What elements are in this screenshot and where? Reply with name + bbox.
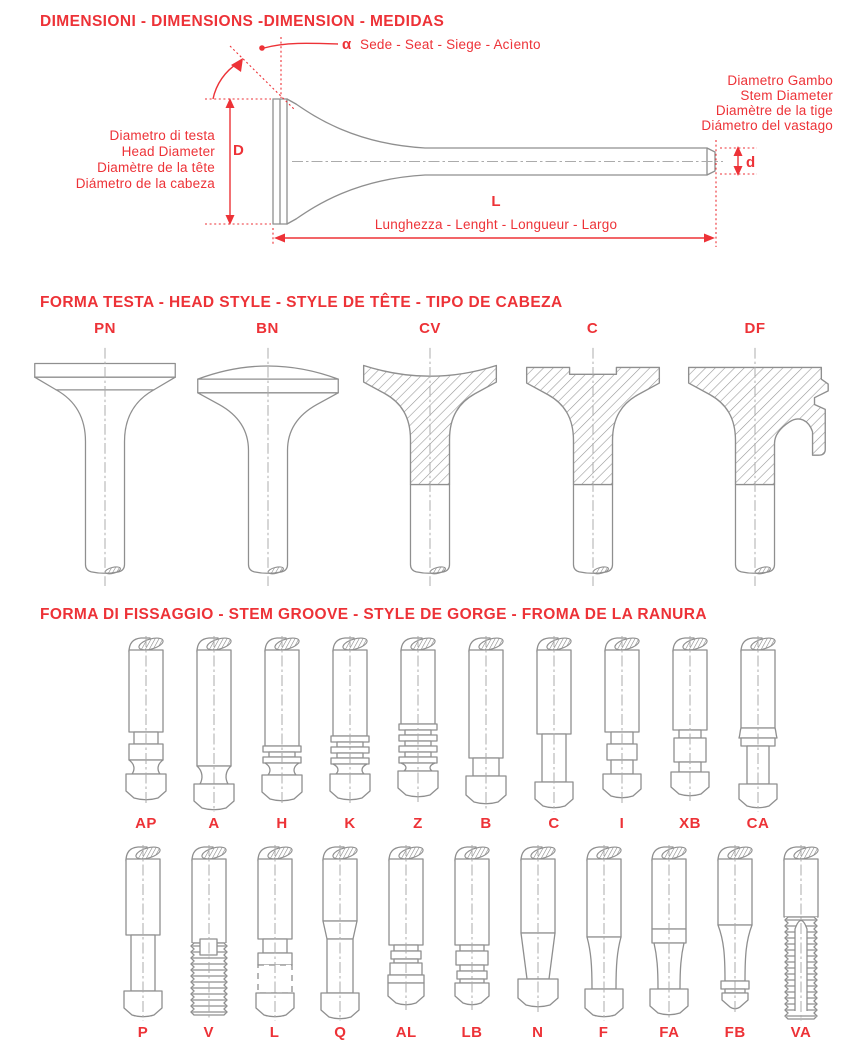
head-style-figure — [27, 320, 183, 590]
stem-groove-label: C — [548, 815, 560, 832]
length-symbol: L — [491, 193, 501, 210]
stem-groove-drawing — [308, 843, 372, 1023]
stem-groove-label: FB — [724, 1024, 746, 1041]
seat-label: Sede - Seat - Siege - Acìento — [360, 37, 541, 52]
stem-groove-figure — [522, 634, 586, 833]
head-style-drawing — [25, 340, 185, 590]
stem-groove-figure — [658, 634, 722, 833]
head-style-drawing — [513, 340, 673, 590]
stem-diameter-line: Diámetro del vastago — [701, 118, 833, 133]
stem-groove-figure — [703, 843, 767, 1042]
stem-groove-label: F — [598, 1024, 609, 1041]
head-style-label: PN — [94, 320, 116, 337]
stem-diameter-line: Diametro Gambo — [727, 73, 833, 88]
stem-groove-drawing — [114, 634, 178, 814]
head-style-figure — [352, 320, 508, 590]
stem-groove-figure — [114, 634, 178, 833]
stem-groove-label: AP — [135, 815, 157, 832]
head-diameter-line: Diámetro de la cabeza — [75, 176, 215, 191]
stem-groove-figure — [454, 634, 518, 833]
stem-diameter-line: Diamètre de la tige — [715, 103, 833, 118]
stem-groove-label: Q — [334, 1024, 347, 1041]
stem-groove-drawing — [590, 634, 654, 814]
stem-groove-label: A — [208, 815, 220, 832]
stem-groove-label: L — [269, 1024, 280, 1041]
stem-groove-label: Z — [413, 815, 423, 832]
stem-groove-drawing — [243, 843, 307, 1023]
head-style-drawing — [350, 340, 510, 590]
stem-groove-label: LB — [461, 1024, 483, 1041]
stem-groove-label: VA — [790, 1024, 812, 1041]
stem-groove-figure — [374, 843, 438, 1042]
head-style-label: CV — [419, 320, 441, 337]
head-style-row — [27, 320, 833, 590]
head-style-figure — [515, 320, 671, 590]
stem-groove-label: V — [203, 1024, 215, 1041]
stem-groove-figure — [637, 843, 701, 1042]
head-style-section-title: FORMA TESTA - HEAD STYLE - STYLE DE TÊTE - TIPO DE CABEZA — [40, 294, 563, 311]
head-style-label: C — [586, 320, 599, 337]
stem-groove-drawing — [111, 843, 175, 1023]
stem-groove-drawing — [374, 843, 438, 1023]
stem-groove-drawing — [703, 843, 767, 1023]
stem-groove-row-2 — [111, 843, 833, 1042]
head-style-drawing — [188, 340, 348, 590]
head-style-figure — [677, 320, 833, 590]
stem-groove-drawing — [506, 843, 570, 1023]
dimension-diagram — [0, 31, 860, 269]
stem-groove-drawing — [250, 634, 314, 814]
stem-groove-label: K — [344, 815, 356, 832]
stem-groove-label: B — [480, 815, 492, 832]
stem-groove-drawing — [386, 634, 450, 814]
head-style-label: BN — [256, 320, 279, 337]
dimension-diagram-wrap — [0, 31, 860, 274]
stem-groove-drawing — [182, 634, 246, 814]
stem-groove-drawing — [522, 634, 586, 814]
dimension-annotations — [76, 36, 834, 247]
head-diameter-line: Head Diameter — [121, 144, 215, 159]
stem-groove-label: AL — [395, 1024, 417, 1041]
stem-groove-label: N — [532, 1024, 544, 1041]
head-diameter-symbol: D — [233, 142, 244, 159]
stem-groove-section-title: FORMA DI FISSAGGIO - STEM GROOVE - STYLE DE GORGE - FROMA DE LA RANURA — [40, 606, 707, 623]
stem-groove-drawing — [318, 634, 382, 814]
head-style-figure — [190, 320, 346, 590]
stem-groove-drawing — [726, 634, 790, 814]
stem-groove-drawing — [177, 843, 241, 1023]
stem-groove-label: CA — [746, 815, 770, 832]
stem-groove-figure — [250, 634, 314, 833]
stem-groove-figure — [769, 843, 833, 1042]
stem-groove-label: H — [276, 815, 288, 832]
stem-groove-drawing — [572, 843, 636, 1023]
head-diameter-line: Diamètre de la tête — [97, 160, 215, 175]
stem-groove-figure — [440, 843, 504, 1042]
stem-groove-figure — [182, 634, 246, 833]
stem-groove-figure — [726, 634, 790, 833]
stem-diameter-line: Stem Diameter — [740, 88, 833, 103]
stem-groove-label: P — [137, 1024, 149, 1041]
stem-groove-label: XB — [679, 815, 701, 832]
stem-groove-drawing — [658, 634, 722, 814]
stem-groove-figure — [506, 843, 570, 1042]
stem-groove-figure — [177, 843, 241, 1042]
stem-groove-figure — [243, 843, 307, 1042]
stem-groove-drawing — [440, 843, 504, 1023]
stem-groove-figure — [308, 843, 372, 1042]
stem-groove-figure — [590, 634, 654, 833]
stem-groove-figure — [386, 634, 450, 833]
alpha-symbol: α — [342, 36, 352, 53]
stem-diameter-symbol: d — [746, 154, 756, 171]
stem-groove-figure — [111, 843, 175, 1042]
stem-groove-drawing — [454, 634, 518, 814]
head-style-drawing — [675, 340, 835, 590]
head-diameter-line: Diametro di testa — [109, 128, 215, 143]
stem-groove-label: I — [619, 815, 625, 832]
dimensions-section-title: DIMENSIONI - DIMENSIONS -DIMENSION - MEDIDAS — [40, 13, 445, 30]
stem-groove-drawing — [637, 843, 701, 1023]
stem-groove-drawing — [769, 843, 833, 1023]
stem-groove-figure — [318, 634, 382, 833]
stem-groove-figure — [572, 843, 636, 1042]
stem-groove-label: FA — [659, 1024, 680, 1041]
stem-groove-row-1 — [114, 634, 790, 833]
length-label: Lunghezza - Lenght - Longueur - Largo — [374, 217, 618, 232]
head-style-label: DF — [744, 320, 766, 337]
